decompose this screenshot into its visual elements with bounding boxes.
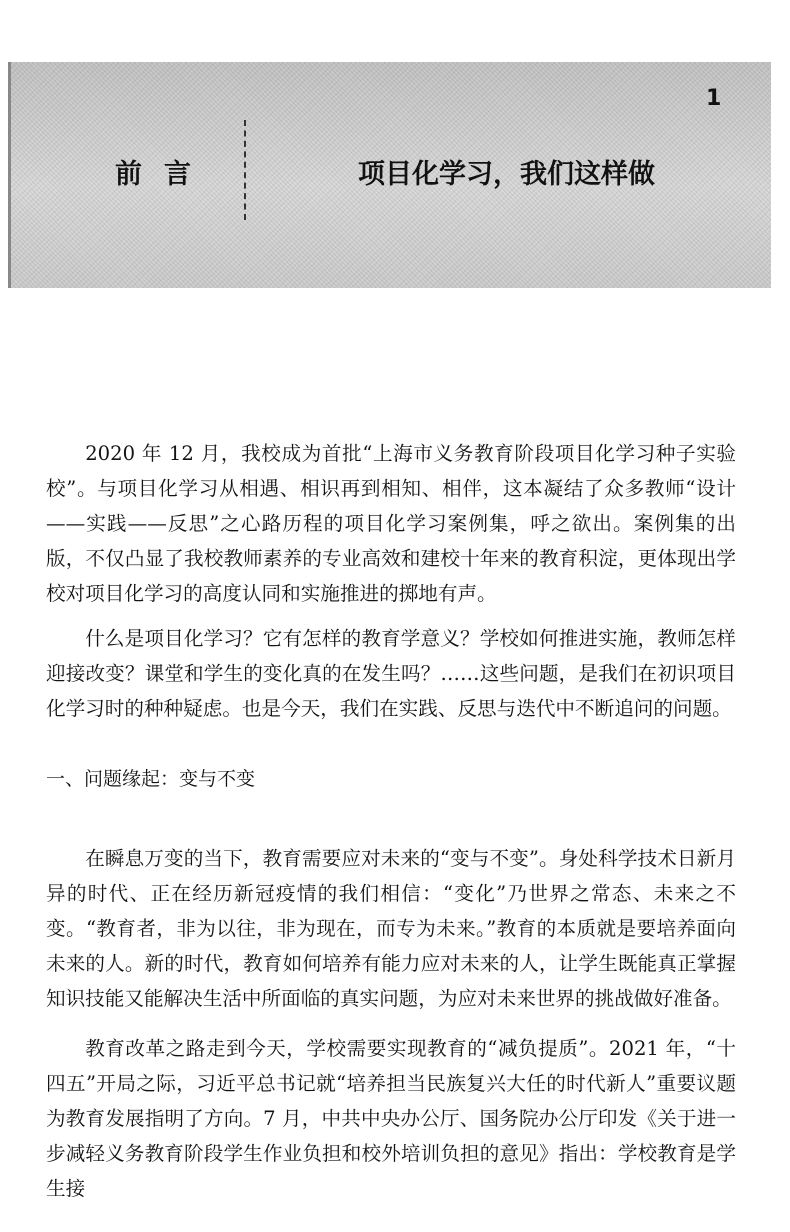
intro-paragraph-1: 2020 年 12 月，我校成为首批“上海市义务教育阶段项目化学习种子实验校”。与项目化学习从相遇、相识再到相知、相伴，这本凝结了众多教师“设计——实践——反思”之心路历程的项目化学习案例集，呼之欲出。案例集的出版，不仅凸显了我校教师素养的专业高效和建校十年来的教育积淀，更体现出学校对项目化学习的高度认同和实施推进的掷地有声。 xyxy=(46,442,736,605)
intro-paragraph-2: 什么是项目化学习？它有怎样的教育学意义？学校如何推进实施，教师怎样迎接改变？课堂和学生的变化真的在发生吗？……这些问题，是我们在初识项目化学习时的种种疑虑。也是今天，我们在实践、反思与迭代中不断追问的问题。 xyxy=(46,627,736,720)
chapter-title: 项目化学习，我们这样做 xyxy=(358,159,655,190)
page-number: 1 xyxy=(706,86,722,111)
header-divider xyxy=(244,120,246,220)
preface-label: 前言 xyxy=(115,159,213,190)
section-paragraph-1: 在瞬息万变的当下，教育需要应对未来的“变与不变”。身处科学技术日新月异的时代、正在经历新冠疫情的我们相信：“变化”乃世界之常态、未来之不变。“教育者，非为以往，非为现在，而专为未来。”教育的本质就是要培养面向未来的人。新的时代，教育如何培养有能力应对未来的人，让学生既能真正掌握知识技能又能解决生活中所面临的真实问题，为应对未来世界的挑战做好准备。 xyxy=(46,847,736,1010)
section-paragraph-2: 教育改革之路走到今天，学校需要实现教育的“减负提质”。2021 年，“十四五”开局之际，习近平总书记就“培养担当民族复兴大任的时代新人”重要议题为教育发展指明了方向。7 月，中共中央办公厅、国务院办公厅印发《关于进一步减轻义务教育阶段学生作业负担和校外培训负担的意见》指出：学校教育是学生接 xyxy=(46,1037,736,1200)
section-heading: 一、问题缘起：变与不变 xyxy=(46,768,256,790)
